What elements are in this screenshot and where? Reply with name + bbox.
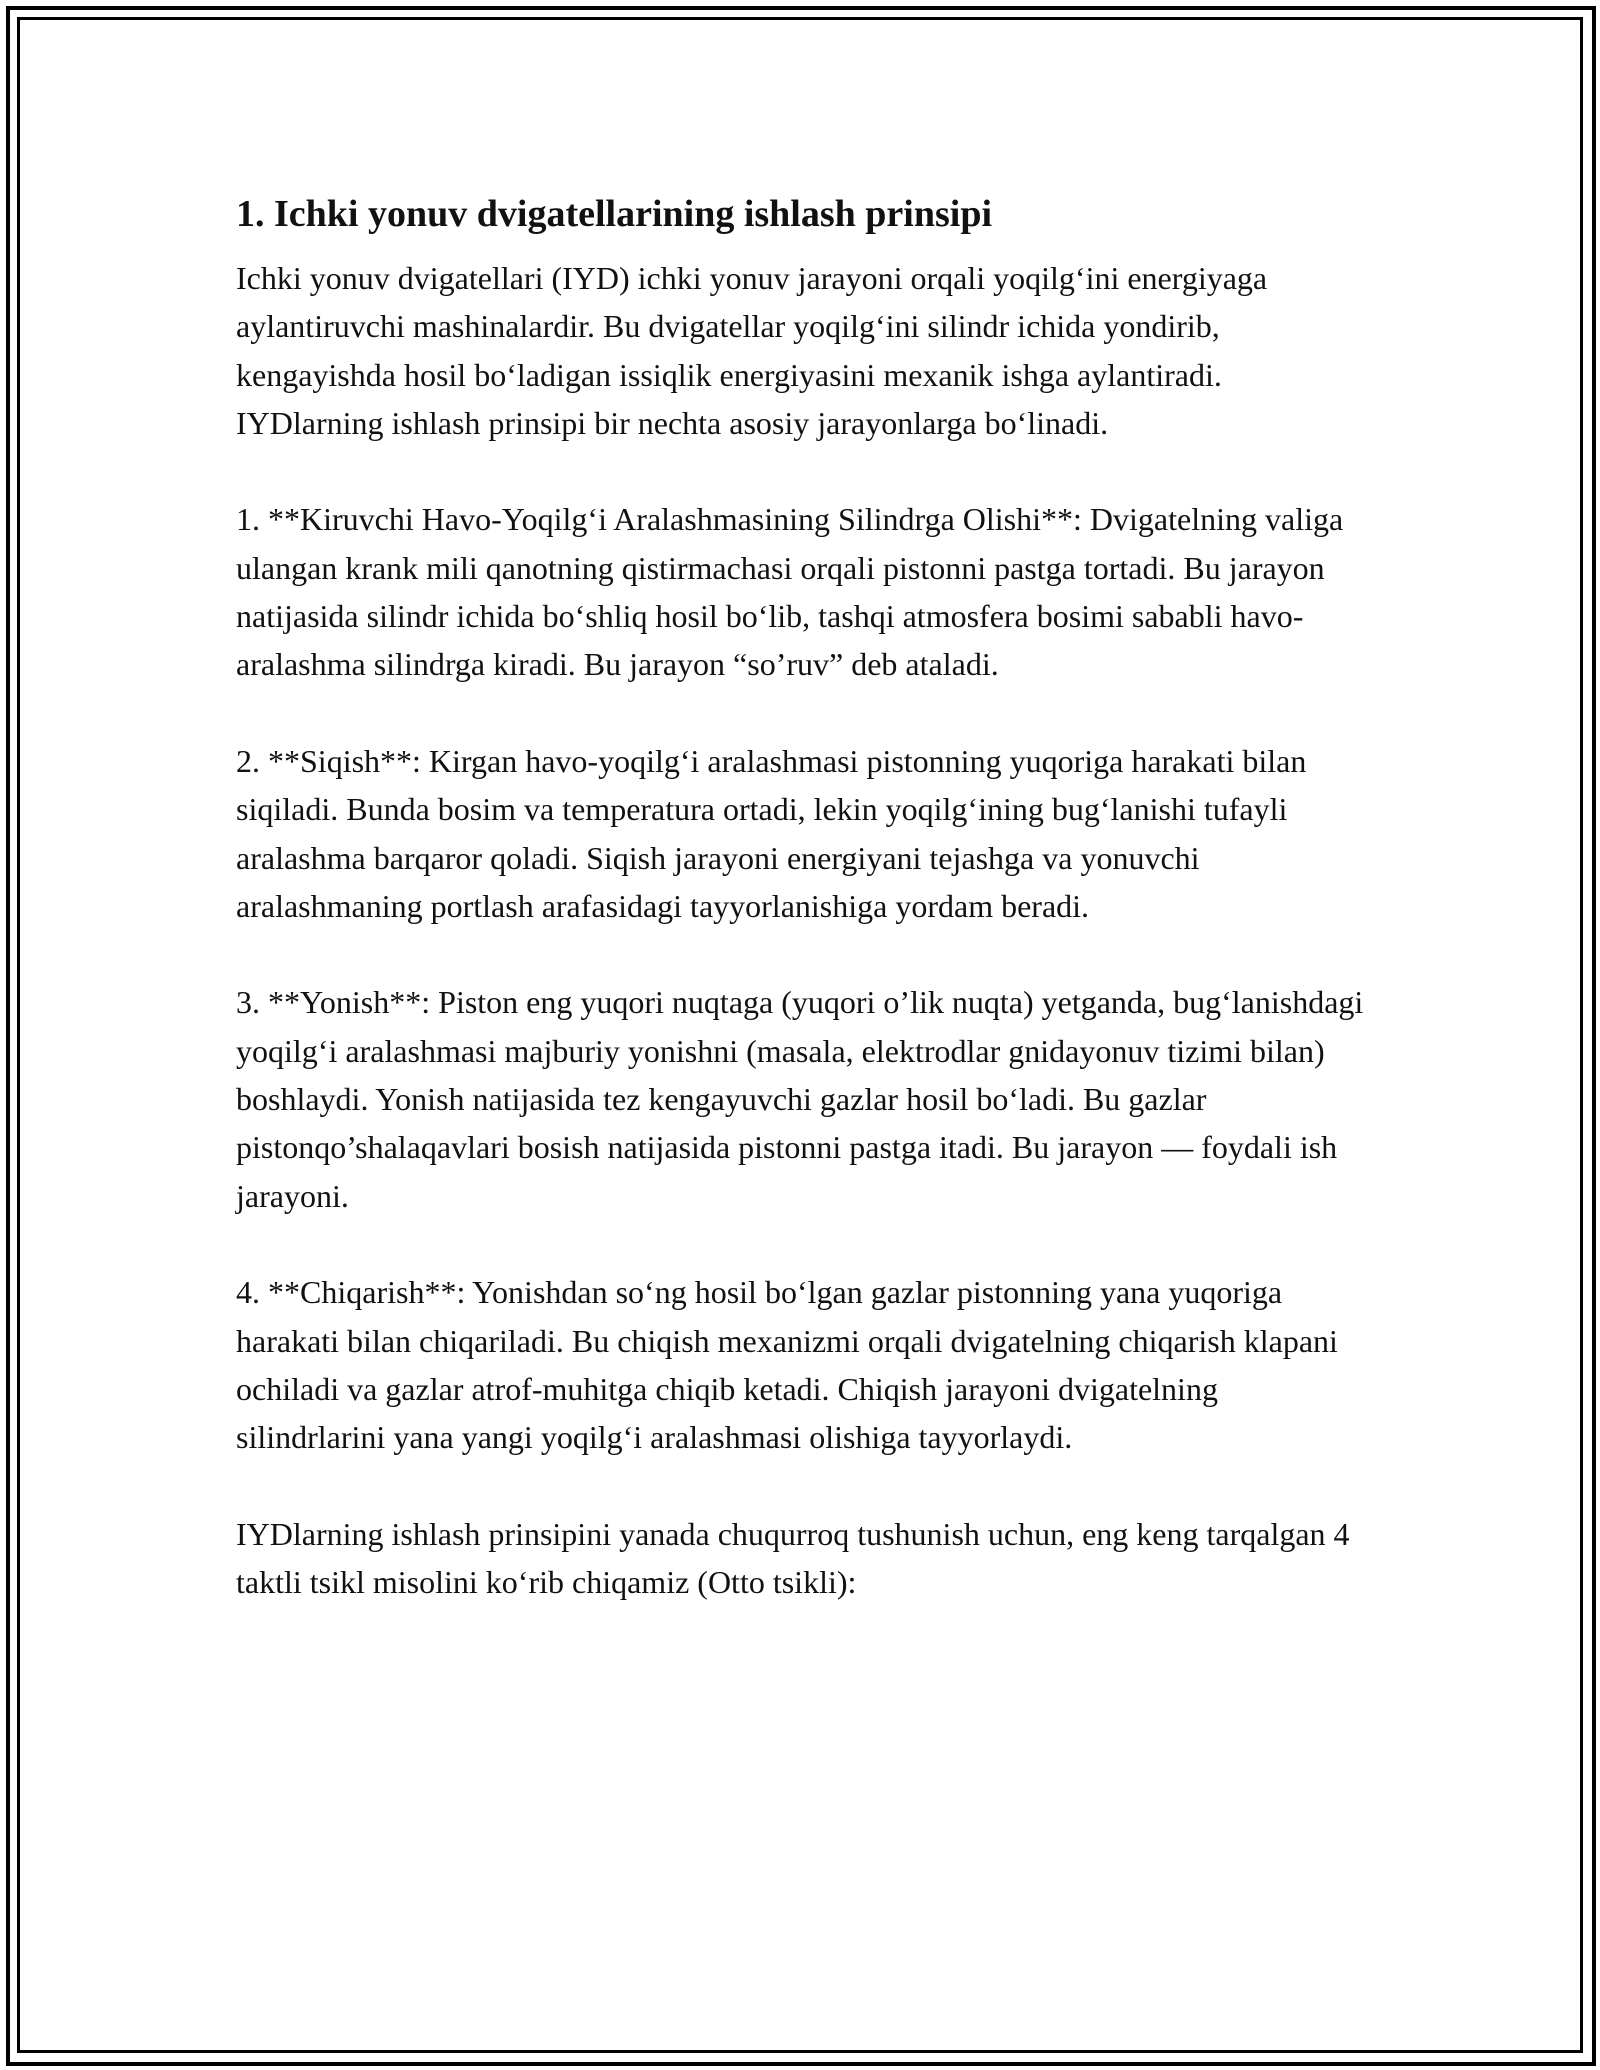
step-compression-paragraph: 2. **Siqish**: Kirgan havo-yoqilg‘i aralashmasi pistonning yuqoriga harakati bilan siqiladi. Bunda bosim va temperatura ortadi, lekin yoqilg‘ining bug‘lanishi tufayli aralashma barqaror qoladi. Siqish jarayoni energiyani tejashga va yonuvchi aralashmaning portlash arafasidagi tayyorlanishiga yordam beradi. bbox=[236, 742, 1307, 924]
step-intake-paragraph: 1. **Kiruvchi Havo-Yoqilg‘i Aralashmasining Silindrga Olishi**: Dvigatelning valiga ulangan krank mili qanotning qistirmachasi orqali pistonni pastga tortadi. Bu jarayon natijasida silindr ichida bo‘shliq hosil bo‘lib, tashqi atmosfera bosimi sababli havo-aralashma silindrga kiradi. Bu jarayon “so’ruv” deb ataladi. bbox=[236, 501, 1344, 683]
section-heading: 1. Ichki yonuv dvigatellarining ishlash prinsipi bbox=[236, 193, 993, 235]
intro-paragraph: Ichki yonuv dvigatellari (IYD) ichki yonuv jarayoni orqali yoqilg‘ini energiyaga aylantiruvchi mashinalardir. Bu dvigatellar yoqilg‘ini silindr ichida yondirib, kengayishda hosil bo‘ladigan issiqlik energiyasini mexanik ishga aylantiradi. IYDlarning ishlash prinsipi bir nechta asosiy jarayonlarga bo‘linadi. bbox=[236, 260, 1268, 441]
document-body bbox=[236, 186, 1366, 1606]
closing-paragraph: IYDlarning ishlash prinsipini yanada chuqurroq tushunish uchun, eng keng tarqalgan 4 taktli tsikl misolini ko‘rib chiqamiz (Otto tsikli): bbox=[236, 1515, 1350, 1601]
step-exhaust-paragraph: 4. **Chiqarish**: Yonishdan so‘ng hosil bo‘lgan gazlar pistonning yana yuqoriga harakati bilan chiqariladi. Bu chiqish mexanizmi orqali dvigatelning chiqarish klapani ochiladi va gazlar atrof-muhitga chiqib ketadi. Chiqish jarayoni dvigatelning silindrlarini yana yangi yoqilg‘i aralashmasi olishiga tayyorlaydi. bbox=[236, 1274, 1338, 1456]
step-combustion-paragraph: 3. **Yonish**: Piston eng yuqori nuqtaga (yuqori o’lik nuqta) yetganda, bug‘lanishdagi yoqilg‘i aralashmasi majburiy yonishni (masala, elektrodlar gnidayonuv tizimi bilan) boshlaydi. Yonish natijasida tez kengayuvchi gazlar hosil bo‘ladi. Bu gazlar pistonqo’shalaqavlari bosish natijasida pistonni pastga itadi. Bu jarayon — foydali ish jarayoni. bbox=[236, 984, 1364, 1214]
